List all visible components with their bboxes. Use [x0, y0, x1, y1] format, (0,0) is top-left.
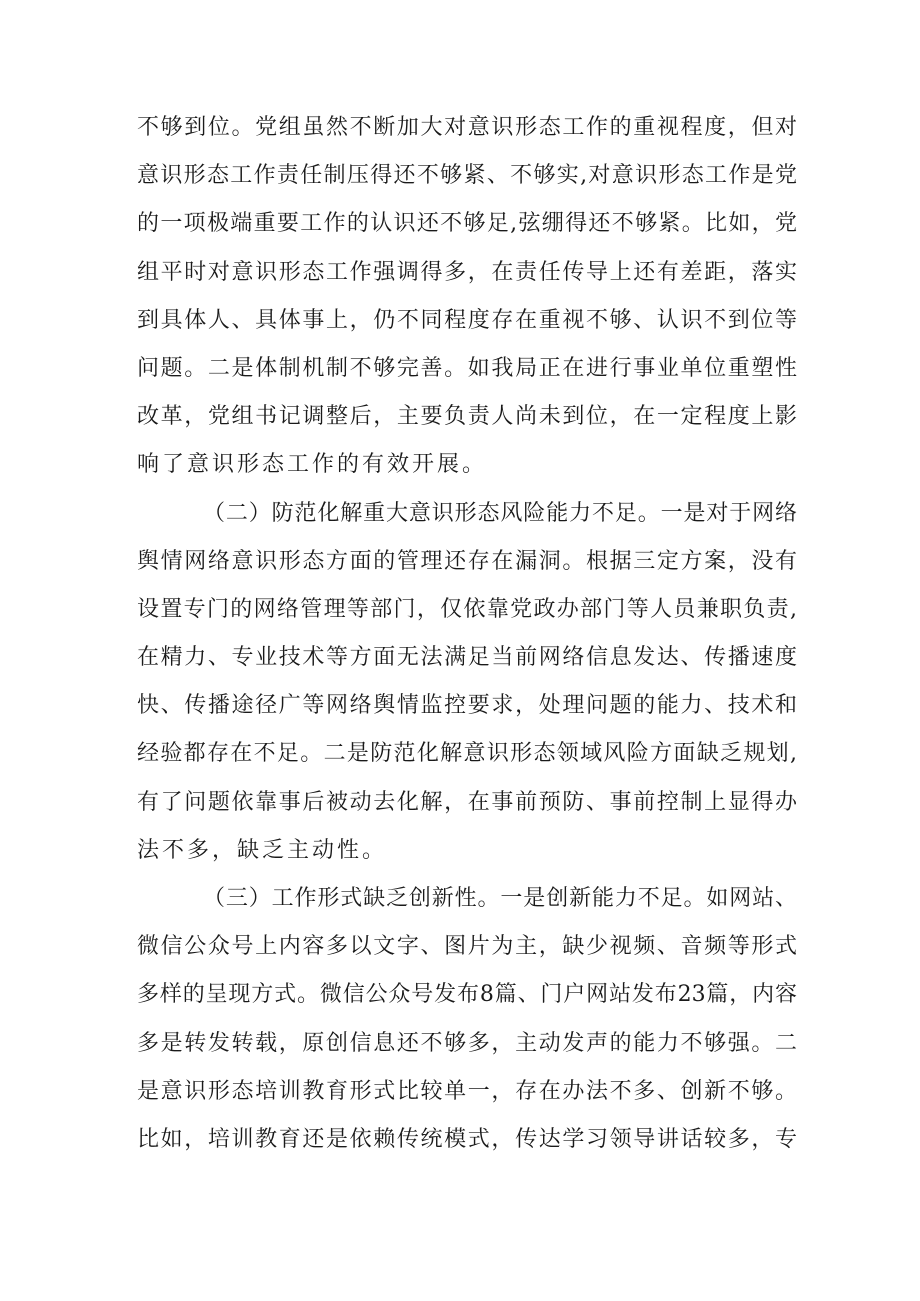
text-line: 经验都存在不足。二是防范化解意识形态领域风险方面缺乏规划,	[137, 741, 797, 767]
text-line: 舆情网络意识形态方面的管理还存在漏洞。根据三定方案，没有	[137, 548, 797, 574]
document-body	[137, 110, 797, 1170]
text-line: 不够到位。党组虽然不断加大对意识形态工作的重视程度，但对	[137, 115, 797, 140]
text-line: 有了问题依靠事后被动去化解，在事前预防、事前控制上显得办	[137, 789, 797, 815]
text-line: 快、传播途径广等网络舆情监控要求，处理问题的能力、技术和	[137, 693, 797, 719]
text-line: 多是转发转载，原创信息还不够多，主动发声的能力不够强。二	[137, 1030, 797, 1056]
text-line: 微信公众号上内容多以文字、图片为主，缺少视频、音频等形式	[137, 934, 797, 960]
text-line: 意识形态工作责任制压得还不够紧、不够实,对意识形态工作是党	[137, 163, 797, 189]
paragraph-3	[137, 881, 797, 1170]
paragraph-1	[137, 110, 797, 496]
section-heading-line: （二）防范化解重大意识形态风险能力不足。一是对于网络	[203, 500, 797, 526]
text-line: 改革，党组书记调整后，主要负责人尚未到位，在一定程度上影	[137, 404, 797, 430]
paragraph-2	[137, 496, 797, 882]
text-line: 在精力、专业技术等方面无法满足当前网络信息发达、传播速度	[137, 645, 797, 671]
text-line: 是意识形态培训教育形式比较单一，存在办法不多、创新不够。	[137, 1078, 797, 1104]
text-line: 组平时对意识形态工作强调得多，在责任传导上还有差距，落实	[137, 259, 797, 285]
section-heading-line: （三）工作形式缺乏创新性。一是创新能力不足。如网站、	[203, 886, 797, 911]
text-line: 法不多，缺乏主动性。	[137, 837, 388, 863]
text-line: 问题。二是体制机制不够完善。如我局正在进行事业单位重塑性	[137, 355, 797, 381]
text-line: 到具体人、具体事上，仍不同程度存在重视不够、认识不到位等	[137, 307, 797, 333]
text-line: 的一项极端重要工作的认识还不够足,弦绷得还不够紧。比如，党	[137, 211, 797, 237]
text-line: 响了意识形态工作的有效开展。	[137, 452, 488, 478]
text-line: 比如，培训教育还是依赖传统模式，传达学习领导讲话较多，专	[137, 1126, 797, 1152]
text-line: 设置专门的网络管理等部门，仅依靠党政办部门等人员兼职负责,	[137, 596, 797, 622]
text-line: 多样的呈现方式。微信公众号发布8篇、门户网站发布23篇，内容	[137, 982, 797, 1008]
